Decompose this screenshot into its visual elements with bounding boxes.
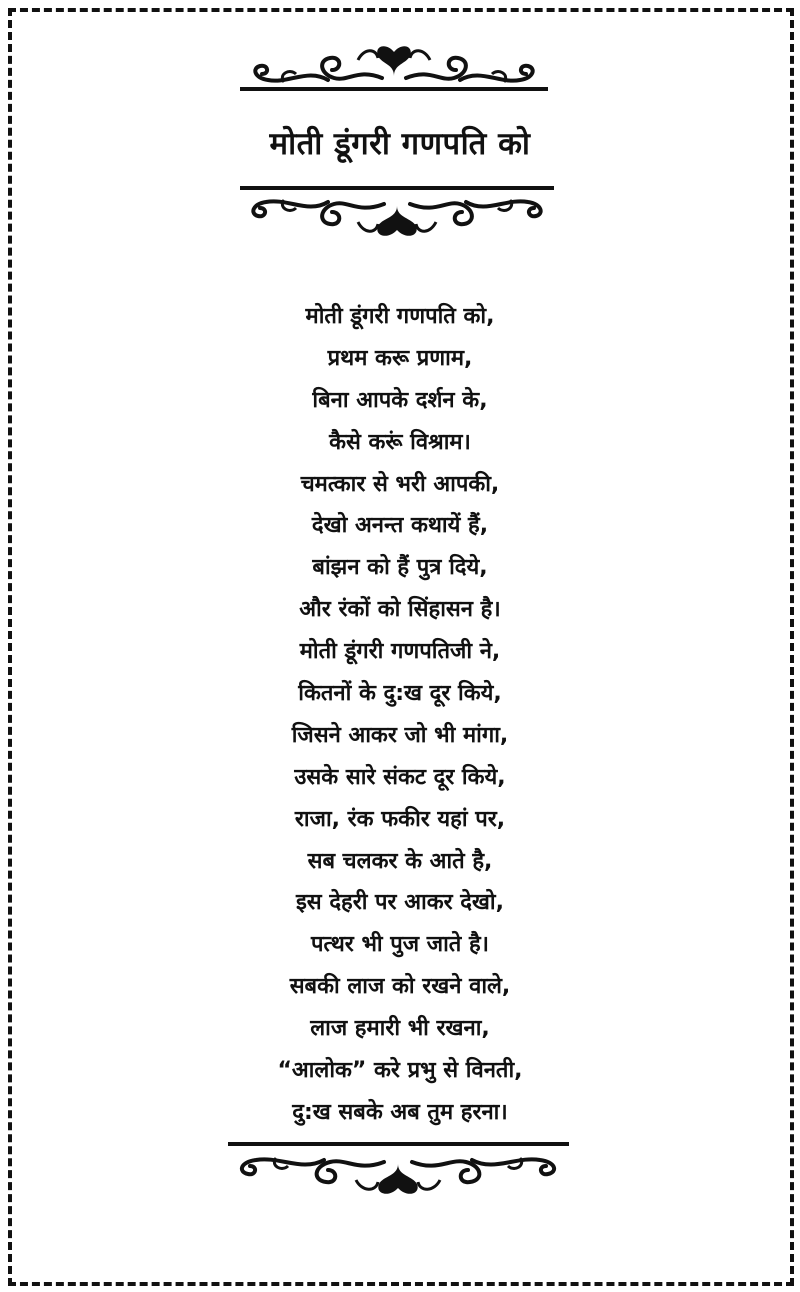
poem-line: सबकी लाज को रखने वाले, — [289, 974, 511, 1000]
poem-line: और रंकों को सिंहासन है। — [299, 597, 501, 623]
ornament-divider-top — [238, 38, 550, 94]
poem-line: कितनों के दु:ख दूर किये, — [298, 681, 502, 707]
poem-line: राजा, रंक फकीर यहां पर, — [294, 806, 506, 832]
poem-line: उसके सारे संकट दूर किये, — [294, 764, 506, 790]
page-title: मोती डूंगरी गणपति को — [269, 126, 531, 162]
poem-line: कैसे करूं विश्राम। — [329, 429, 471, 455]
poem-body — [0, 296, 800, 1134]
poem-line: “आलोक” करे प्रभु से विनती, — [277, 1058, 523, 1084]
poem-line: पत्थर भी पुज जाते है। — [311, 932, 489, 958]
poem-line: बिना आपके दर्शन के, — [312, 387, 488, 413]
poem-line: दु:ख सबके अब तुम हरना। — [292, 1099, 508, 1125]
poem-line: जिसने आकर जो भी मांगा, — [291, 722, 509, 748]
poem-line: बांझन को हैं पुत्र दिये, — [312, 555, 488, 581]
poem-line: लाज हमारी भी रखना, — [310, 1016, 490, 1042]
ornament-divider-bottom — [226, 1138, 571, 1200]
poem-line: चमत्कार से भरी आपकी, — [300, 471, 500, 497]
ornament-divider-under-title — [238, 182, 556, 242]
poem-line: देखो अनन्त कथायें हैं, — [311, 513, 489, 539]
poem-line: मोती डूंगरी गणपति को, — [305, 304, 495, 329]
poem-line: प्रथम करू प्रणाम, — [327, 345, 473, 371]
poem-line: सब चलकर के आते है, — [307, 848, 493, 874]
poem-line: मोती डूंगरी गणपतिजी ने, — [299, 639, 501, 665]
poem-line: इस देहरी पर आकर देखो, — [296, 890, 504, 916]
